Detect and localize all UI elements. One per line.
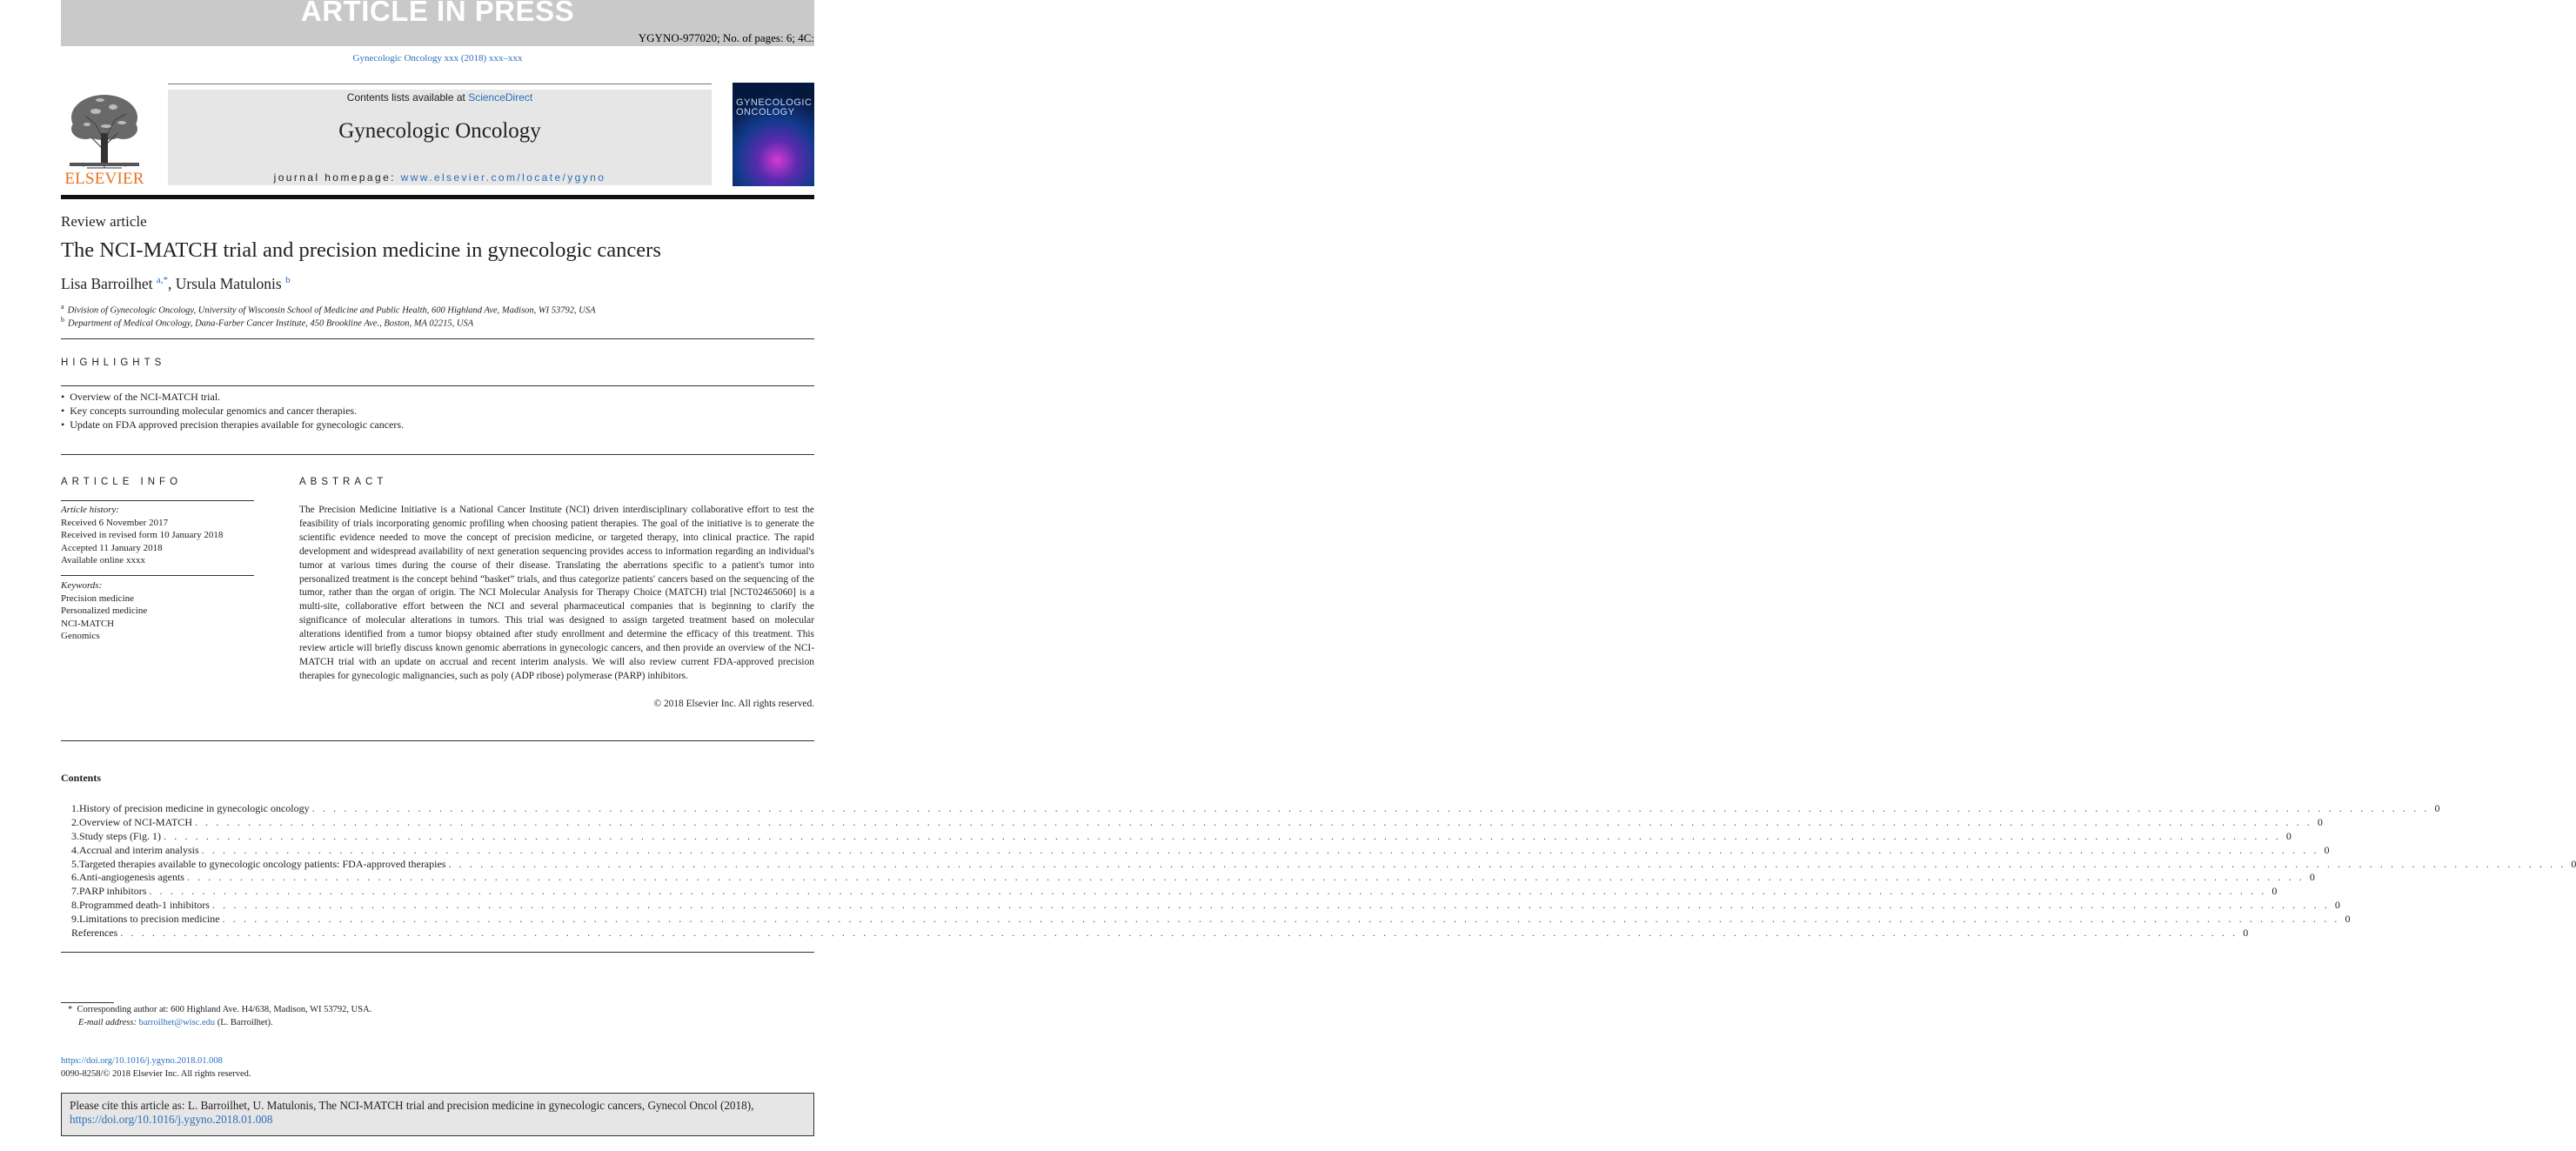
affiliation bbox=[61, 316, 473, 329]
article-history bbox=[61, 504, 223, 567]
toc-entry-number: 2. bbox=[71, 815, 79, 828]
table-of-contents bbox=[71, 802, 2576, 940]
highlight-item: • Key concepts surrounding molecular genomics and cancer therapies. bbox=[61, 404, 404, 418]
journal-cover-thumbnail bbox=[733, 83, 814, 186]
abstract-heading: ABSTRACT bbox=[299, 477, 388, 487]
journal-masthead bbox=[168, 90, 712, 185]
keyword: Personalized medicine bbox=[61, 606, 148, 616]
keyword: Genomics bbox=[61, 631, 100, 641]
highlight-item: • Overview of the NCI-MATCH trial. bbox=[61, 390, 404, 404]
toc-leader-dots: . . . . . . . . . . . . . . . . . . . . . . . . . . . . . . . . . . . . . . . . . . . . . . . . . . . . . . . . . . . . . . . . . . . . . . . . . . . . . . . . . . . . . . . . . . . . . . . . . . . . . . . . . . . . . . . . . . . . . . . . . . . . . . . . . . . . . . . . . . . . . . . . . . . . . . . . . . . . . . . . . . . . . . . . . . . . . . . . . . . . . . . . . . . . . . . . . . . . . . . . bbox=[448, 857, 2566, 870]
toc-entry-page: 0 bbox=[2285, 829, 2292, 842]
citation-box bbox=[61, 1093, 814, 1136]
keyword: Precision medicine bbox=[61, 592, 135, 604]
citation-text bbox=[70, 1099, 809, 1127]
keyword: NCI-MATCH bbox=[61, 618, 115, 629]
toc-entry[interactable] bbox=[71, 885, 2278, 899]
abstract-copyright: © 2018 Elsevier Inc. All rights reserved. bbox=[653, 699, 814, 709]
history-entry: Available online xxxx bbox=[61, 555, 145, 565]
email-label: E-mail address: bbox=[78, 1017, 139, 1027]
keywords-label: Keywords: bbox=[61, 580, 103, 591]
toc-leader-dots: . . . . . . . . . . . . . . . . . . . . . . . . . . . . . . . . . . . . . . . . . . . . . . . . . . . . . . . . . . . . . . . . . . . . . . . . . . . . . . . . . . . . . . . . . . . . . . . . . . . . . . . . . . . . . . . . . . . . . . . . . . . . . . . . . . . . . . . . . . . . . . . . . . . . . . . . . . . . . . . . . . . . . . . . . . . . . . . . . . . . . . . . . . . . . . . . . . . . . . . . bbox=[222, 913, 2340, 926]
article-history-label: Article history: bbox=[61, 505, 119, 515]
divider bbox=[61, 952, 814, 953]
toc-leader-dots: . . . . . . . . . . . . . . . . . . . . . . . . . . . . . . . . . . . . . . . . . . . . . . . . . . . . . . . . . . . . . . . . . . . . . . . . . . . . . . . . . . . . . . . . . . . . . . . . . . . . . . . . . . . . . . . . . . . . . . . . . . . . . . . . . . . . . . . . . . . . . . . . . . . . . . . . . . . . . . . . . . . . . . . . . . . . . . . . . . . . . . . . . . . . . . . . . . . . . . . . bbox=[186, 871, 2305, 884]
toc-leader-dots: . . . . . . . . . . . . . . . . . . . . . . . . . . . . . . . . . . . . . . . . . . . . . . . . . . . . . . . . . . . . . . . . . . . . . . . . . . . . . . . . . . . . . . . . . . . . . . . . . . . . . . . . . . . . . . . . . . . . . . . . . . . . . . . . . . . . . . . . . . . . . . . . . . . . . . . . . . . . . . . . . . . . . . . . . . . . . . . . . . . . . . . . . . . . . . . . . . . . . . . . bbox=[311, 802, 2430, 814]
contents-heading: Contents bbox=[61, 772, 102, 784]
cover-title: GYNECOLOGIC ONCOLOGY bbox=[736, 97, 813, 117]
highlights-list bbox=[61, 390, 404, 432]
toc-entry-number: 9. bbox=[71, 913, 79, 926]
toc-entry-page: 0 bbox=[2571, 857, 2576, 870]
toc-leader-dots: . . . . . . . . . . . . . . . . . . . . . . . . . . . . . . . . . . . . . . . . . . . . . . . . . . . . . . . . . . . . . . . . . . . . . . . . . . . . . . . . . . . . . . . . . . . . . . . . . . . . . . . . . . . . . . . . . . . . . . . . . . . . . . . . . . . . . . . . . . . . . . . . . . . . . . . . . . . . . . . . . . . . . . . . . . . . . . . . . . . . . . . . . . . . . . . . . . . . . . . . bbox=[120, 927, 2238, 940]
history-entry: Received in revised form 10 January 2018 bbox=[61, 530, 224, 540]
toc-entry-title[interactable]: History of precision medicine in gynecologic oncology bbox=[79, 802, 312, 815]
toc-entry-title[interactable]: Study steps (Fig. 1) bbox=[79, 830, 164, 843]
manuscript-id: YGYNO-977020; No. of pages: 6; 4C: bbox=[638, 31, 814, 44]
toc-entry[interactable] bbox=[71, 802, 2440, 816]
toc-entry[interactable] bbox=[71, 871, 2315, 885]
author-list bbox=[61, 275, 291, 293]
toc-entry-title[interactable]: Targeted therapies available to gynecologic oncology patients: FDA-approved therapies bbox=[79, 858, 448, 871]
affiliation-mark: a bbox=[61, 303, 64, 311]
toc-entry-page: 0 bbox=[2243, 927, 2249, 940]
citation-doi-link[interactable]: https://doi.org/10.1016/j.ygyno.2018.01.008 bbox=[70, 1113, 273, 1126]
header-thick-rule bbox=[61, 195, 814, 199]
toc-entry-title[interactable]: Anti-angiogenesis agents bbox=[79, 871, 187, 884]
toc-entry-title[interactable]: References bbox=[71, 927, 120, 940]
divider bbox=[61, 575, 254, 576]
journal-homepage-line bbox=[168, 171, 712, 184]
homepage-prefix: journal homepage: bbox=[273, 171, 401, 184]
article-title: The NCI-MATCH trial and precision medicine in gynecologic cancers bbox=[61, 238, 661, 262]
toc-leader-dots: . . . . . . . . . . . . . . . . . . . . . . . . . . . . . . . . . . . . . . . . . . . . . . . . . . . . . . . . . . . . . . . . . . . . . . . . . . . . . . . . . . . . . . . . . . . . . . . . . . . . . . . . . . . . . . . . . . . . . . . . . . . . . . . . . . . . . . . . . . . . . . . . . . . . . . . . . . . . . . . . . . . . . . . . . . . . . . . . . . . . . . . . . . . . . . . . . . . . . . . . bbox=[149, 885, 2267, 898]
toc-entry-number: 1. bbox=[71, 802, 79, 814]
author-name[interactable]: Ursula Matulonis bbox=[175, 275, 282, 292]
toc-entry[interactable] bbox=[71, 913, 2351, 927]
sciencedirect-link[interactable]: ScienceDirect bbox=[468, 91, 533, 104]
toc-entry-page: 0 bbox=[2317, 815, 2323, 828]
toc-entry-page: 0 bbox=[2309, 871, 2315, 884]
toc-entry[interactable] bbox=[71, 927, 2249, 940]
highlights-heading: HIGHLIGHTS bbox=[61, 358, 166, 368]
doi-link[interactable]: https://doi.org/10.1016/j.ygyno.2018.01.008 bbox=[61, 1056, 223, 1066]
article-type: Review article bbox=[61, 213, 147, 230]
article-info-heading: ARTICLE INFO bbox=[61, 477, 183, 487]
toc-entry-number: 3. bbox=[71, 829, 79, 842]
toc-entry-number: 4. bbox=[71, 843, 79, 856]
elsevier-wordmark: ELSEVIER bbox=[64, 170, 144, 188]
toc-entry-number: 6. bbox=[71, 871, 79, 884]
contents-prefix: Contents lists available at bbox=[346, 91, 469, 104]
article-in-press-title: ARTICLE IN PRESS bbox=[300, 0, 575, 27]
toc-leader-dots: . . . . . . . . . . . . . . . . . . . . . . . . . . . . . . . . . . . . . . . . . . . . . . . . . . . . . . . . . . . . . . . . . . . . . . . . . . . . . . . . . . . . . . . . . . . . . . . . . . . . . . . . . . . . . . . . . . . . . . . . . . . . . . . . . . . . . . . . . . . . . . . . . . . . . . . . . . . . . . . . . . . . . . . . . . . . . . . . . . . . . . . . . . . . . . . . . . . . . . . . bbox=[201, 843, 2319, 856]
toc-entry-number: 8. bbox=[71, 899, 79, 912]
email-link[interactable]: barroilhet@wisc.edu bbox=[138, 1017, 216, 1027]
toc-entry-title[interactable]: PARP inhibitors bbox=[79, 885, 149, 898]
toc-leader-dots: . . . . . . . . . . . . . . . . . . . . . . . . . . . . . . . . . . . . . . . . . . . . . . . . . . . . . . . . . . . . . . . . . . . . . . . . . . . . . . . . . . . . . . . . . . . . . . . . . . . . . . . . . . . . . . . . . . . . . . . . . . . . . . . . . . . . . . . . . . . . . . . . . . . . . . . . . . . . . . . . . . . . . . . . . . . . . . . . . . . . . . . . . . . . . . . . . . . . . . . . bbox=[164, 829, 2281, 842]
toc-leader-dots: . . . . . . . . . . . . . . . . . . . . . . . . . . . . . . . . . . . . . . . . . . . . . . . . . . . . . . . . . . . . . . . . . . . . . . . . . . . . . . . . . . . . . . . . . . . . . . . . . . . . . . . . . . . . . . . . . . . . . . . . . . . . . . . . . . . . . . . . . . . . . . . . . . . . . . . . . . . . . . . . . . . . . . . . . . . . . . . . . . . . . . . . . . . . . . . . . . . . . . . . bbox=[211, 899, 2330, 912]
journal-homepage-link[interactable]: www.elsevier.com/locate/ygyno bbox=[400, 171, 606, 184]
author-affiliation-mark[interactable]: a,* bbox=[156, 275, 168, 286]
toc-entry-title[interactable]: Overview of NCI-MATCH bbox=[79, 816, 195, 829]
toc-entry[interactable] bbox=[71, 843, 2330, 858]
toc-entry[interactable] bbox=[71, 857, 2576, 872]
article-in-press-banner bbox=[61, 0, 814, 46]
affiliation bbox=[61, 303, 596, 316]
author-affiliation-mark[interactable]: b bbox=[285, 275, 291, 286]
divider bbox=[61, 385, 814, 386]
toc-entry-page: 0 bbox=[2434, 802, 2440, 814]
toc-entry-page: 0 bbox=[2334, 899, 2340, 912]
footnote-rule bbox=[61, 1002, 114, 1003]
toc-leader-dots: . . . . . . . . . . . . . . . . . . . . . . . . . . . . . . . . . . . . . . . . . . . . . . . . . . . . . . . . . . . . . . . . . . . . . . . . . . . . . . . . . . . . . . . . . . . . . . . . . . . . . . . . . . . . . . . . . . . . . . . . . . . . . . . . . . . . . . . . . . . . . . . . . . . . . . . . . . . . . . . . . . . . . . . . . . . . . . . . . . . . . . . . . . . . . . . . . . . . . . . . bbox=[194, 815, 2312, 828]
keywords bbox=[61, 579, 147, 643]
issn-copyright-line: 0090-8258/© 2018 Elsevier Inc. All rights reserved. bbox=[61, 1069, 251, 1079]
contents-available-line bbox=[168, 91, 712, 104]
author-separator: , bbox=[167, 275, 176, 292]
divider bbox=[61, 454, 814, 455]
affiliation-mark: b bbox=[61, 316, 64, 324]
footnote-mark: * bbox=[68, 1005, 73, 1014]
toc-entry[interactable] bbox=[71, 829, 2292, 844]
divider bbox=[61, 338, 814, 339]
citation-body: Please cite this article as: L. Barroilhet, U. Matulonis, The NCI-MATCH trial and precision medicine in gynecologic cancers, Gynecol Oncol (2018), bbox=[70, 1099, 754, 1112]
toc-entry[interactable] bbox=[71, 815, 2323, 830]
journal-name: Gynecologic Oncology bbox=[338, 119, 541, 143]
history-entry: Received 6 November 2017 bbox=[61, 517, 169, 528]
toc-entry-title[interactable]: Accrual and interim analysis bbox=[79, 844, 202, 857]
toc-entry-number: 5. bbox=[71, 857, 79, 870]
toc-entry-page: 0 bbox=[2345, 913, 2351, 926]
toc-entry[interactable] bbox=[71, 899, 2340, 913]
abstract-text: The Precision Medicine Initiative is a National Cancer Institute (NCI) driven interdisciplinary collaborative effort to test the feasibility of trials incorporating genomic profiling when choosing patient therapies. The goal of the initiative is to generate the scientific evidence needed to move the concept of precision medicine, or targeted therapy, into clinical practice. The rapid development and widespread availability of next generation sequencing provides access to information regarding an individual's tumor at various times during the course of their disease. Translating the aberrations specific to a patient's tumor into personalized treatment is the concept behind “basket” trials, and thus categorize patients' cancers based on the sequencing of the tumor, rather than the organ of origin. The NCI Molecular Analysis for Therapy Choice (MATCH) trial [NCT02465060] is a multi-site, collaborative effort between the NCI and several pharmaceutical companies that is beginning to clarify the significance of molecular alterations in tumors. This trial was designed to assign targeted treatment based on molecular alterations identified from a tumor biopsy obtained after study enrollment and determine the efficacy of this treatment. This review article will briefly discuss known genomic aberrations in gynecologic cancers, and then provide an overview of the NCI-MATCH trial with an update on accrual and recent interim analysis. We will also review current FDA-approved precision therapies for gynecologic malignancies, such as poly (ADP ribose) polymerase (PARP) inhibitors. bbox=[299, 505, 814, 681]
corresponding-author-footnote bbox=[68, 1004, 371, 1029]
corresponding-address: Corresponding author at: 600 Highland Ave. H4/638, Madison, WI 53792, USA. bbox=[77, 1005, 372, 1014]
toc-entry-number: 7. bbox=[71, 885, 79, 898]
email-suffix: (L. Barroilhet). bbox=[215, 1017, 273, 1027]
divider bbox=[61, 500, 254, 501]
affiliation-text: Division of Gynecologic Oncology, University of Wisconsin School of Medicine and Public Health, 600 Highland Ave, Madison, WI 53792, USA bbox=[67, 305, 596, 316]
toc-entry-title[interactable]: Programmed death-1 inhibitors bbox=[79, 899, 212, 912]
history-entry: Accepted 11 January 2018 bbox=[61, 542, 163, 553]
toc-entry-page: 0 bbox=[2324, 843, 2330, 856]
toc-entry-page: 0 bbox=[2272, 885, 2278, 898]
divider bbox=[61, 740, 814, 741]
affiliation-text: Department of Medical Oncology, Dana-Farber Cancer Institute, 450 Brookline Ave., Boston, MA 02215, USA bbox=[68, 318, 474, 329]
author-name[interactable]: Lisa Barroilhet bbox=[61, 275, 153, 292]
highlight-item: • Update on FDA approved precision therapies available for gynecologic cancers. bbox=[61, 418, 404, 432]
toc-entry-title[interactable]: Limitations to precision medicine bbox=[79, 913, 223, 926]
journal-reference-link[interactable]: Gynecologic Oncology xxx (2018) xxx–xxx bbox=[352, 53, 523, 64]
